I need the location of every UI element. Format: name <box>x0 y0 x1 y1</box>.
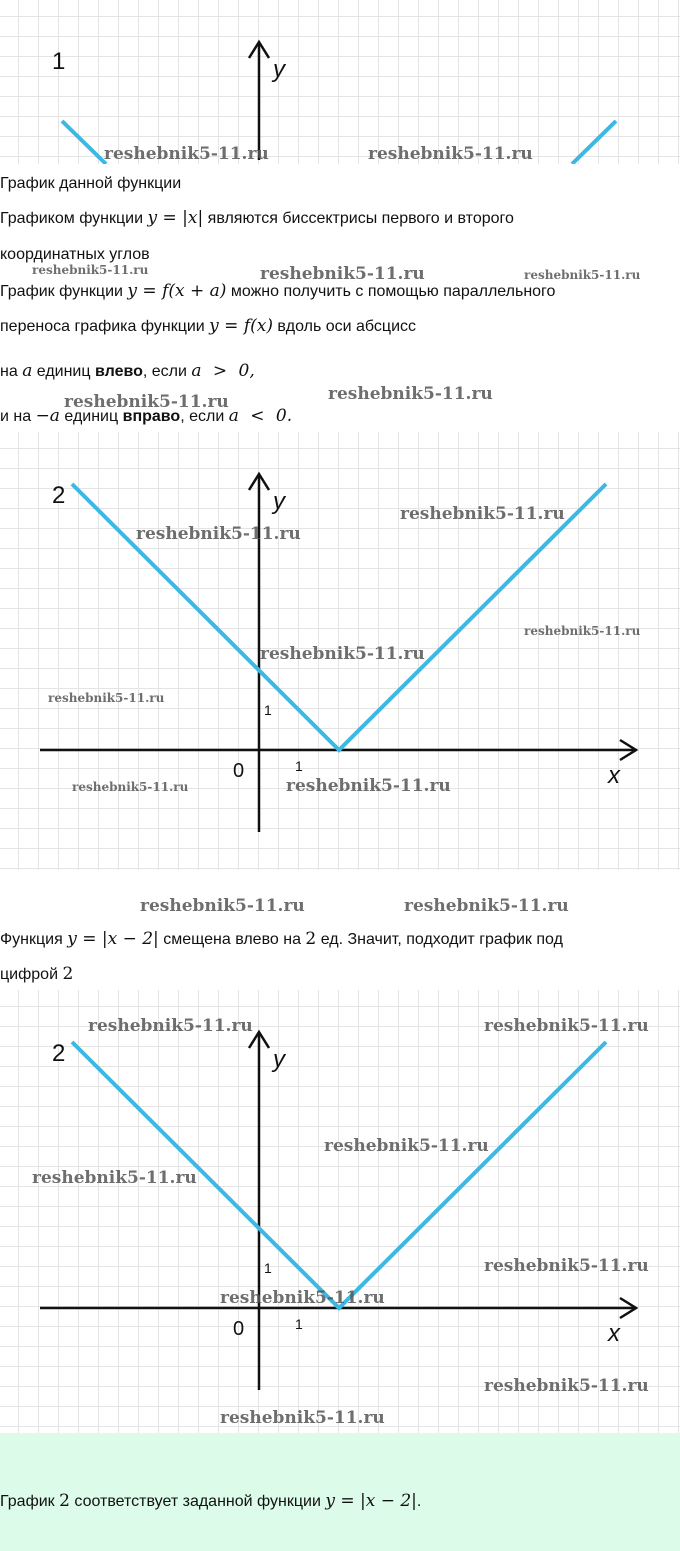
math: a > 0, <box>191 361 255 381</box>
paragraph-2-line-1 <box>0 281 555 301</box>
math: y = |x| <box>147 208 204 228</box>
watermark: reshebnik5-11.ru <box>524 268 641 282</box>
paragraph-3 <box>0 361 255 381</box>
watermark: reshebnik5-11.ru <box>400 504 565 524</box>
text: на <box>0 363 23 380</box>
paragraph-2-line-2 <box>0 316 416 336</box>
bold-text: влево <box>94 363 143 380</box>
y-axis-label: y <box>273 56 285 83</box>
math: a < 0. <box>228 406 293 426</box>
answer-box <box>0 1433 680 1551</box>
watermark: reshebnik5-11.ru <box>484 1376 649 1396</box>
watermark: reshebnik5-11.ru <box>484 1256 649 1276</box>
text: единиц <box>59 408 123 425</box>
text: Функция <box>0 931 68 948</box>
text: . <box>416 1493 422 1510</box>
math: y = |x − 2| <box>67 929 159 949</box>
paragraph-5-line-2 <box>0 964 73 984</box>
watermark: reshebnik5-11.ru <box>88 1016 253 1036</box>
text: являются биссектрисы первого и второго <box>203 210 514 227</box>
text: График функции <box>0 283 128 300</box>
text: переноса графика функции <box>0 318 210 335</box>
answer-text <box>0 1491 421 1511</box>
watermark: reshebnik5-11.ru <box>48 691 165 705</box>
text: ед. Значит, подходит график под <box>316 931 563 948</box>
paragraph-1-line-1 <box>0 208 514 228</box>
text: , если <box>142 363 192 380</box>
watermark: reshebnik5-11.ru <box>286 776 451 796</box>
watermark: reshebnik5-11.ru <box>328 384 493 404</box>
origin-label: 0 <box>233 1318 245 1340</box>
x-tick-label: 1 <box>295 1316 303 1332</box>
watermark: reshebnik5-11.ru <box>260 264 425 284</box>
text: вдоль оси абсцисс <box>272 318 417 335</box>
origin-label: 0 <box>233 760 245 782</box>
heading: График данной функции <box>0 175 182 192</box>
math-number: 2 <box>305 929 317 949</box>
graph-2-label: 2 <box>52 482 66 509</box>
watermark: reshebnik5-11.ru <box>32 263 149 277</box>
text: единиц <box>32 363 95 380</box>
watermark: reshebnik5-11.ru <box>32 1168 197 1188</box>
watermark: reshebnik5-11.ru <box>324 1136 489 1156</box>
watermark: reshebnik5-11.ru <box>140 896 305 916</box>
text: соответствует заданной функции <box>69 1493 326 1510</box>
graph-3-label: 2 <box>52 1040 66 1067</box>
graph-1 <box>0 0 680 164</box>
graph-1-label: 1 <box>52 48 66 75</box>
graph-line-left <box>62 121 106 164</box>
graph-line-right <box>572 121 616 164</box>
bold-text: вправо <box>122 408 181 425</box>
watermark: reshebnik5-11.ru <box>404 896 569 916</box>
text: и на <box>0 408 36 425</box>
graph-3 <box>0 990 680 1433</box>
text: Графиком функции <box>0 210 148 227</box>
text: смещена влево на <box>158 931 306 948</box>
text: цифрой <box>0 966 63 983</box>
y-axis-label: y <box>273 1046 285 1073</box>
text: График <box>0 1493 60 1510</box>
watermark: reshebnik5-11.ru <box>524 624 641 638</box>
watermark: reshebnik5-11.ru <box>368 144 533 164</box>
y-axis-label: y <box>273 488 285 515</box>
watermark: reshebnik5-11.ru <box>72 780 189 794</box>
watermark: reshebnik5-11.ru <box>220 1288 385 1308</box>
watermark: reshebnik5-11.ru <box>260 644 425 664</box>
watermark: reshebnik5-11.ru <box>220 1408 385 1428</box>
paragraph-5-line-1 <box>0 929 563 949</box>
text: , если <box>180 408 229 425</box>
math-number: 2 <box>62 964 74 984</box>
graph-3-canvas <box>0 990 680 1433</box>
text: можно получить с помощью параллельного <box>226 283 556 300</box>
paragraph-1-line-2: координатных углов <box>0 246 150 263</box>
math-number: 2 <box>59 1491 70 1511</box>
y-tick-label: 1 <box>264 702 272 718</box>
watermark: reshebnik5-11.ru <box>136 524 301 544</box>
watermark: reshebnik5-11.ru <box>484 1016 649 1036</box>
watermark: reshebnik5-11.ru <box>104 144 269 164</box>
watermark: reshebnik5-11.ru <box>64 392 229 412</box>
math: a <box>22 361 33 381</box>
graph-1-canvas <box>0 0 680 164</box>
x-axis-label: x <box>608 1320 620 1347</box>
math: y = f(x + a) <box>127 281 227 301</box>
x-tick-label: 1 <box>295 758 303 774</box>
y-tick-label: 1 <box>264 1260 272 1276</box>
x-axis-label: x <box>608 762 620 789</box>
math: y = |x − 2| <box>325 1491 417 1511</box>
math: −a <box>35 406 60 426</box>
math: y = f(x) <box>209 316 273 336</box>
